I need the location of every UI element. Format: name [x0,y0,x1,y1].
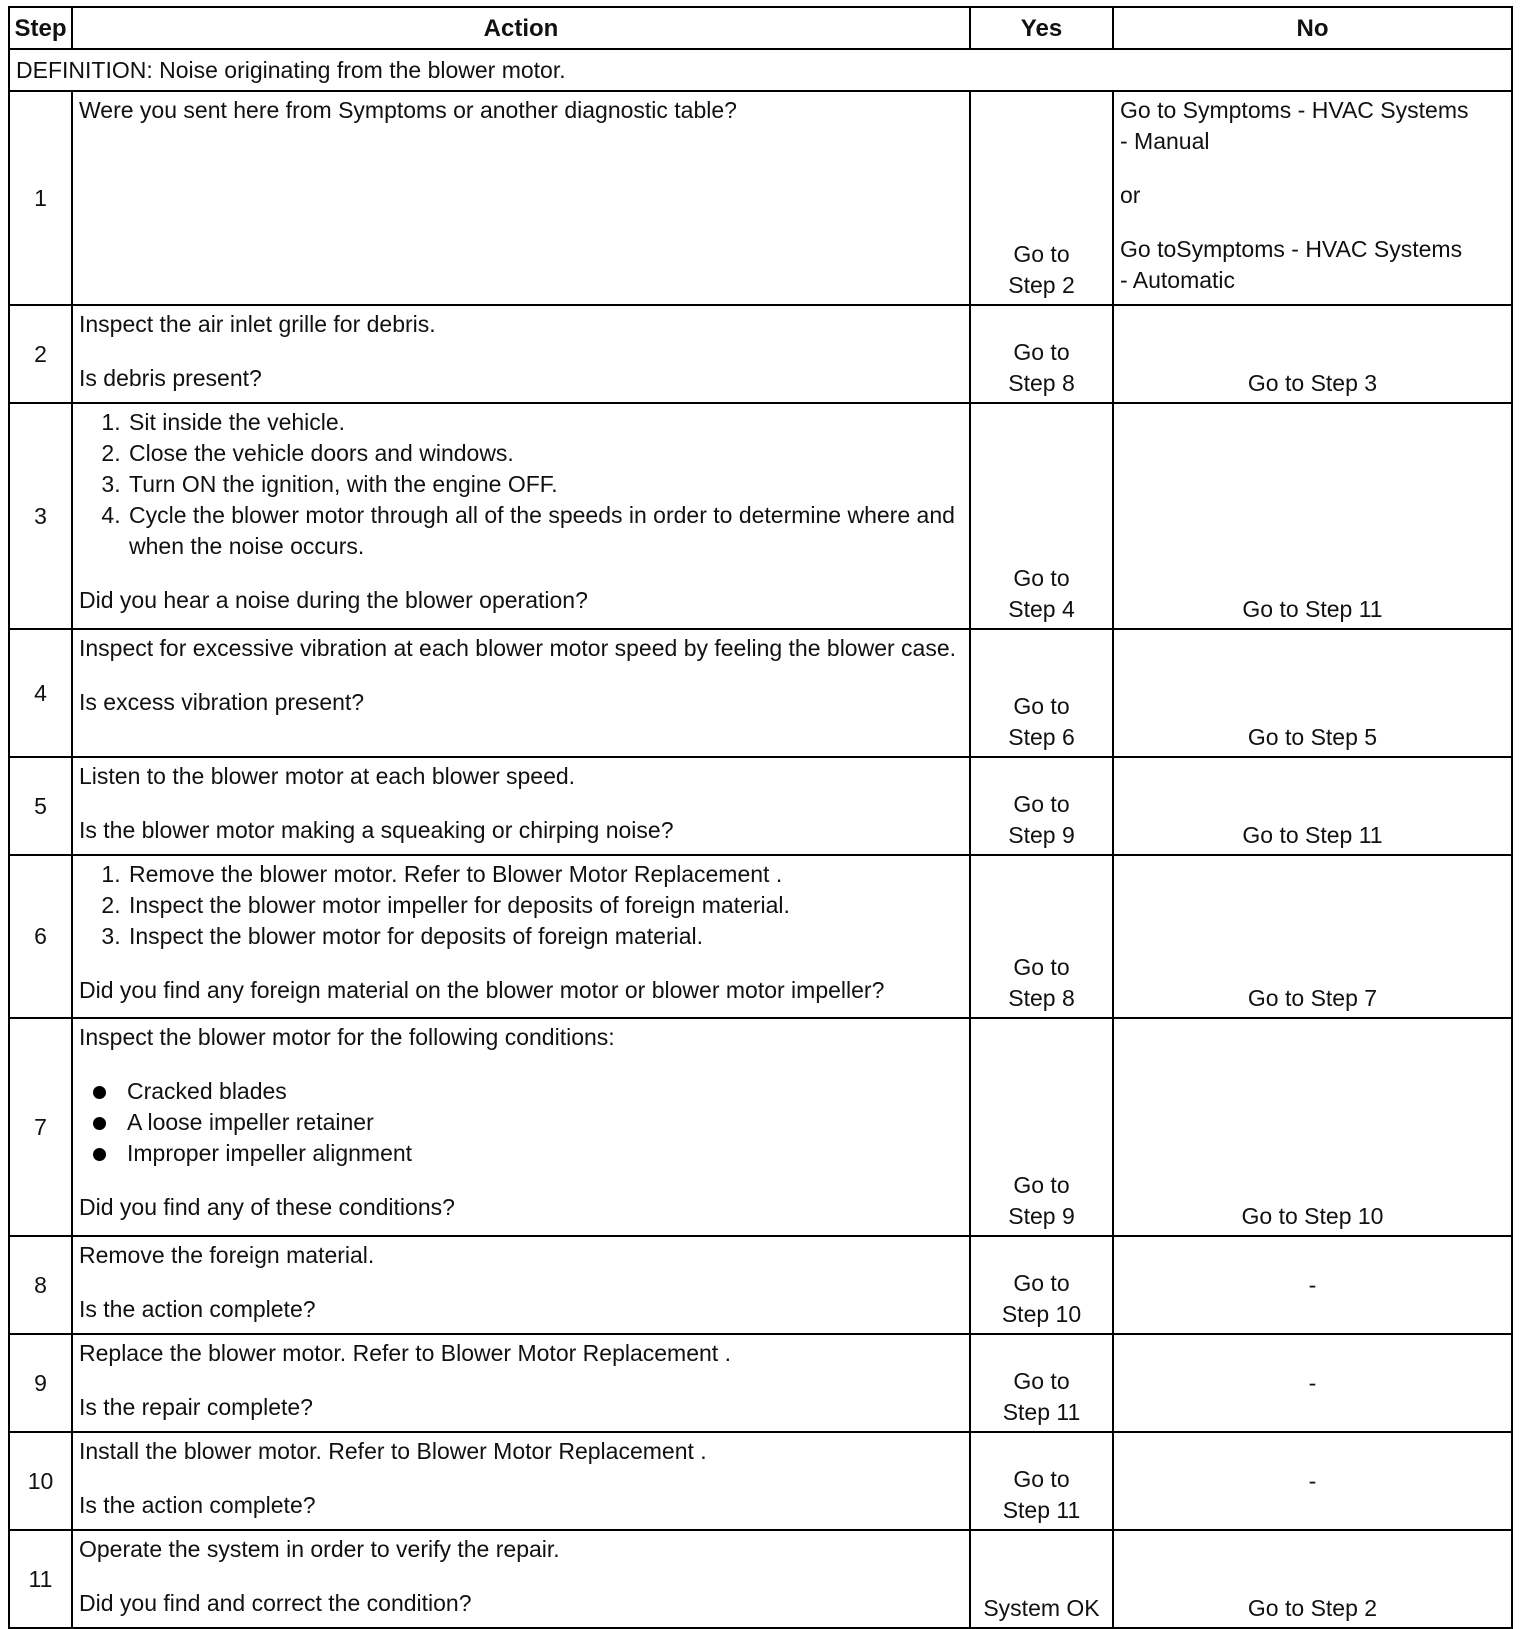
no-cell: Go to Step 5 [1113,629,1512,757]
table-row [9,1530,1512,1628]
action-intro: Inspect the air inlet grille for debris. [79,311,436,337]
condition-list [79,1076,963,1169]
step-number: 5 [9,757,72,855]
action-cell [72,629,970,757]
table-row [9,1236,1512,1334]
header-action: Action [72,7,970,49]
action-cell [72,1236,970,1334]
action-cell [72,403,970,629]
yes-cell [970,757,1113,855]
action-cell [72,757,970,855]
header-yes: Yes [970,7,1113,49]
action-intro: Remove the foreign material. [79,1242,375,1268]
bullet-text: Cracked blades [127,1078,287,1104]
yes-step-link: Step 6 [1008,724,1075,750]
no-cell [1113,91,1512,305]
table-row [9,403,1512,629]
bullet-icon [93,1148,106,1161]
no-cell: - [1113,1432,1512,1530]
action-cell [72,1432,970,1530]
yes-step-link: Step 8 [1008,370,1075,396]
list-item: 1. Remove the blower motor. Refer to Blower Motor Replacement . [127,859,963,890]
yes-step-link: Step 4 [1008,596,1075,622]
no-line: Go toSymptoms - HVAC Systems [1120,236,1463,262]
yes-step-link: Step 10 [1001,1301,1082,1327]
yes-line: Go to [1013,693,1070,719]
yes-line: Go to [1013,791,1070,817]
table-row [9,757,1512,855]
step-number: 10 [9,1432,72,1530]
yes-step-link: Step 11 [1002,1497,1081,1523]
no-cell: - [1113,1334,1512,1432]
action-cell [72,305,970,403]
no-line: or [1120,182,1141,208]
yes-cell [970,1432,1113,1530]
list-item [127,1138,963,1169]
action-question: Is the repair complete? [79,1394,313,1420]
yes-line: Go to [1013,1172,1070,1198]
no-cell: Go to Step 2 [1113,1530,1512,1628]
action-question: Did you hear a noise during the blower operation? [79,587,588,613]
step-number: 2 [9,305,72,403]
table-row [9,1018,1512,1236]
list-item: 4. Cycle the blower motor through all of the speeds in order to determine where and when the noise occurs. [127,500,963,562]
action-question: Is debris present? [79,365,262,391]
step-number: 11 [9,1530,72,1628]
yes-cell [970,855,1113,1018]
action-intro: Inspect for excessive vibration at each blower motor speed by feeling the blower case. [79,635,957,661]
definition-text: DEFINITION: Noise originating from the blower motor. [9,49,1512,91]
action-intro: Install the blower motor. Refer to Blower Motor Replacement . [79,1438,707,1464]
action-question: Did you find any of these conditions? [79,1194,455,1220]
yes-cell [970,1236,1113,1334]
action-list [79,859,963,952]
no-line: Go to Symptoms - HVAC Systems [1120,97,1469,123]
yes-step-link: Step 11 [1002,1399,1081,1425]
bullet-text: Improper impeller alignment [127,1140,413,1166]
yes-line: Go to [1013,339,1070,365]
action-intro: Operate the system in order to verify the repair. [79,1536,560,1562]
step-number: 4 [9,629,72,757]
yes-line: Go to [1013,241,1070,267]
list-item [127,1107,963,1138]
step-number: 8 [9,1236,72,1334]
yes-line: Go to [1013,1270,1070,1296]
header-row [9,7,1512,49]
yes-cell [970,1530,1113,1628]
no-cell: Go to Step 10 [1113,1018,1512,1236]
list-item: 2. Inspect the blower motor impeller for deposits of foreign material. [127,890,963,921]
yes-cell [970,629,1113,757]
yes-cell [970,305,1113,403]
table-row [9,91,1512,305]
action-question: Were you sent here from Symptoms or another diagnostic table? [79,97,737,123]
header-step: Step [9,7,72,49]
diagnostic-table [8,6,1513,1629]
action-cell [72,1018,970,1236]
bullet-text: A loose impeller retainer [127,1109,374,1135]
no-cell: - [1113,1236,1512,1334]
no-cell: Go to Step 3 [1113,305,1512,403]
action-question: Is the blower motor making a squeaking or chirping noise? [79,817,674,843]
no-line: - Automatic [1120,267,1236,293]
step-number: 7 [9,1018,72,1236]
list-item [127,1076,963,1107]
action-cell [72,91,970,305]
header-no: No [1113,7,1512,49]
yes-line: Go to [1013,1368,1070,1394]
action-intro: Listen to the blower motor at each blower speed. [79,763,576,789]
yes-step-link: Step 8 [1008,985,1075,1011]
yes-cell [970,1334,1113,1432]
step-number: 6 [9,855,72,1018]
list-item: 3. Inspect the blower motor for deposits of foreign material. [127,921,963,952]
yes-step-link: Step 2 [1008,272,1075,298]
table-row [9,1432,1512,1530]
action-cell [72,1530,970,1628]
definition-row [9,49,1512,91]
action-intro: Inspect the blower motor for the following conditions: [79,1024,615,1050]
yes-step-link: Step 9 [1008,1203,1075,1229]
action-question: Is the action complete? [79,1296,316,1322]
yes-cell [970,91,1113,305]
list-item: 2. Close the vehicle doors and windows. [127,438,963,469]
action-question: Did you find and correct the condition? [79,1590,472,1616]
no-line: - Manual [1120,128,1210,154]
action-question: Is excess vibration present? [79,689,365,715]
yes-cell [970,1018,1113,1236]
table-row [9,305,1512,403]
table-row [9,855,1512,1018]
table-row [9,1334,1512,1432]
table-row [9,629,1512,757]
action-question: Is the action complete? [79,1492,316,1518]
step-number: 1 [9,91,72,305]
bullet-icon [93,1086,106,1099]
action-list [79,407,963,562]
no-cell: Go to Step 11 [1113,403,1512,629]
list-item: 1. Sit inside the vehicle. [127,407,963,438]
bullet-icon [93,1117,106,1130]
yes-cell [970,403,1113,629]
no-cell: Go to Step 11 [1113,757,1512,855]
no-cell: Go to Step 7 [1113,855,1512,1018]
action-intro: Replace the blower motor. Refer to Blower Motor Replacement . [79,1340,731,1366]
step-number: 3 [9,403,72,629]
step-number: 9 [9,1334,72,1432]
yes-line: Go to [1013,1466,1070,1492]
yes-line: Go to [1013,565,1070,591]
yes-line: Go to [1013,954,1070,980]
action-question: Did you find any foreign material on the blower motor or blower motor impeller? [79,977,885,1003]
action-cell [72,1334,970,1432]
yes-line: System OK [983,1595,1100,1621]
yes-step-link: Step 9 [1008,822,1075,848]
action-cell [72,855,970,1018]
list-item: 3. Turn ON the ignition, with the engine OFF. [127,469,963,500]
